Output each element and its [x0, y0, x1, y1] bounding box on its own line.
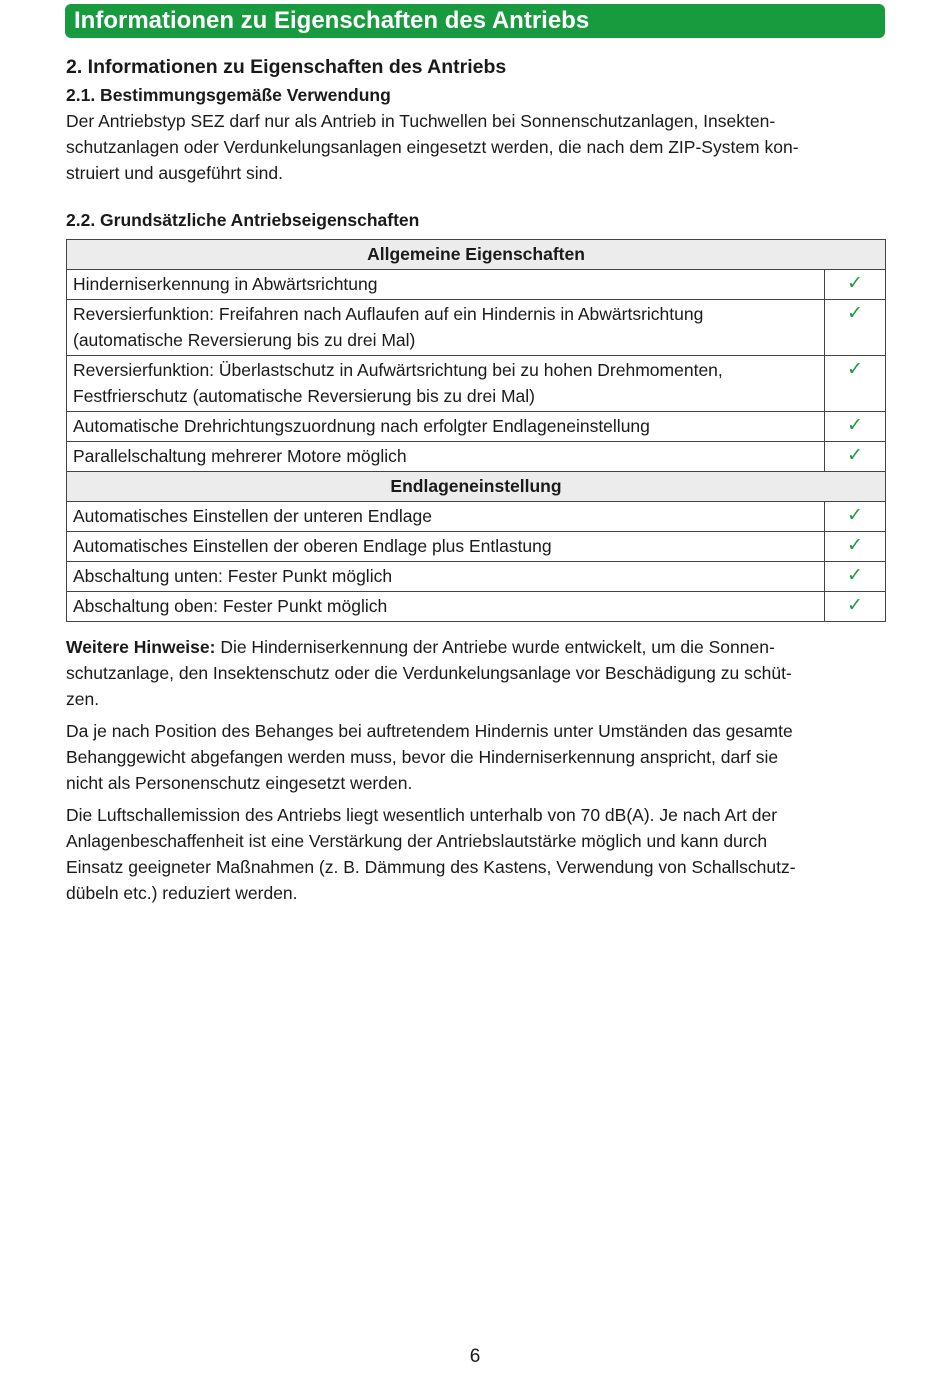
properties-table — [66, 239, 886, 622]
feature-text: Automatisches Einstellen der unteren Endlage — [73, 506, 432, 526]
feature-text: Abschaltung oben: Fester Punkt möglich — [73, 596, 388, 616]
check-icon: ✓ — [825, 356, 886, 412]
subsection-title-properties: 2.2. Grundsätzliche Antriebseigenschaften — [66, 210, 420, 230]
text-line: nicht als Personenschutz eingesetzt werden. — [66, 773, 413, 793]
feature-cell — [67, 502, 825, 532]
table-group-header — [67, 240, 886, 270]
table-row — [67, 300, 886, 356]
text-line: schutzanlagen oder Verdunkelungsanlagen eingesetzt werden, die nach dem ZIP-System kon- — [66, 137, 799, 157]
text-line: Behanggewicht abgefangen werden muss, bevor die Hinderniserkennung anspricht, darf sie — [66, 747, 779, 767]
text-line: Die Luftschallemission des Antriebs liegt wesentlich unterhalb von 70 dB(A). Je nach Art der — [66, 805, 778, 825]
text-line: struiert und ausgeführt sind. — [66, 163, 283, 183]
text-line: Da je nach Position des Behanges bei auftretendem Hindernis unter Umständen das gesamte — [66, 721, 793, 741]
check-icon: ✓ — [825, 270, 886, 300]
text-line: zen. — [66, 689, 100, 709]
text-line: schutzanlage, den Insektenschutz oder die Verdunkelungsanlage vor Beschädigung zu schüt- — [66, 663, 792, 683]
text-line: Einsatz geeigneter Maßnahmen (z. B. Dämmung des Kastens, Verwendung von Schallschutz- — [66, 857, 796, 877]
check-icon: ✓ — [825, 592, 886, 622]
feature-text: Abschaltung unten: Fester Punkt möglich — [73, 566, 393, 586]
notes-paragraph-noise — [66, 802, 886, 906]
feature-cell — [67, 300, 825, 356]
feature-text: Reversierfunktion: Freifahren nach Auflaufen auf ein Hindernis in Abwärtsrichtung — [73, 304, 704, 324]
feature-text: Automatische Drehrichtungszuordnung nach erfolgter Endlageneinstellung — [73, 416, 650, 436]
feature-text: Automatisches Einstellen der oberen Endlage plus Entlastung — [73, 536, 552, 556]
feature-cell — [67, 412, 825, 442]
feature-cell — [67, 356, 825, 412]
feature-text: Parallelschaltung mehrerer Motore möglich — [73, 446, 407, 466]
notes-label: Weitere Hinweise: — [66, 637, 216, 657]
text-line: Anlagenbeschaffenheit ist eine Verstärkung der Antriebslautstärke möglich und kann durch — [66, 831, 768, 851]
feature-cell — [67, 532, 825, 562]
text-line: dübeln etc.) reduziert werden. — [66, 883, 298, 903]
page-number: 6 — [469, 1346, 481, 1367]
notes-paragraph-obstacle — [66, 634, 886, 712]
table-row — [67, 442, 886, 472]
feature-text: Hinderniserkennung in Abwärtsrichtung — [73, 274, 378, 294]
section-title: 2. Informationen zu Eigenschaften des Antriebs — [66, 56, 507, 78]
check-icon: ✓ — [825, 412, 886, 442]
text-line: Die Hinderniserkennung der Antriebe wurde entwickelt, um die Sonnen- — [215, 637, 775, 657]
table-row — [67, 412, 886, 442]
notes-section — [66, 634, 886, 906]
table-row — [67, 502, 886, 532]
feature-cell — [67, 270, 825, 300]
check-icon: ✓ — [825, 562, 886, 592]
table-group-header — [67, 472, 886, 502]
group-header-general: Allgemeine Eigenschaften — [67, 240, 886, 270]
chapter-banner: Informationen zu Eigenschaften des Antriebs — [65, 4, 885, 38]
feature-cell — [67, 592, 825, 622]
feature-text: Festfrierschutz (automatische Reversierung bis zu drei Mal) — [73, 386, 535, 406]
table-row — [67, 532, 886, 562]
check-icon: ✓ — [825, 442, 886, 472]
intended-use-paragraph — [66, 108, 886, 186]
table-row — [67, 592, 886, 622]
text-line: Der Antriebstyp SEZ darf nur als Antrieb in Tuchwellen bei Sonnenschutzanlagen, Insekten- — [66, 111, 776, 131]
group-header-end-positions: Endlageneinstellung — [67, 472, 886, 502]
notes-paragraph-personal-safety — [66, 718, 886, 796]
table-row — [67, 356, 886, 412]
feature-cell — [67, 562, 825, 592]
feature-text: Reversierfunktion: Überlastschutz in Aufwärtsrichtung bei zu hohen Drehmomenten, — [73, 360, 723, 380]
subsection-title-intended-use: 2.1. Bestimmungsgemäße Verwendung — [66, 85, 391, 105]
feature-text: (automatische Reversierung bis zu drei Mal) — [73, 330, 416, 350]
feature-cell — [67, 442, 825, 472]
check-icon: ✓ — [825, 300, 886, 356]
page-content — [66, 54, 886, 912]
table-row — [67, 270, 886, 300]
table-row — [67, 562, 886, 592]
check-icon: ✓ — [825, 502, 886, 532]
check-icon: ✓ — [825, 532, 886, 562]
